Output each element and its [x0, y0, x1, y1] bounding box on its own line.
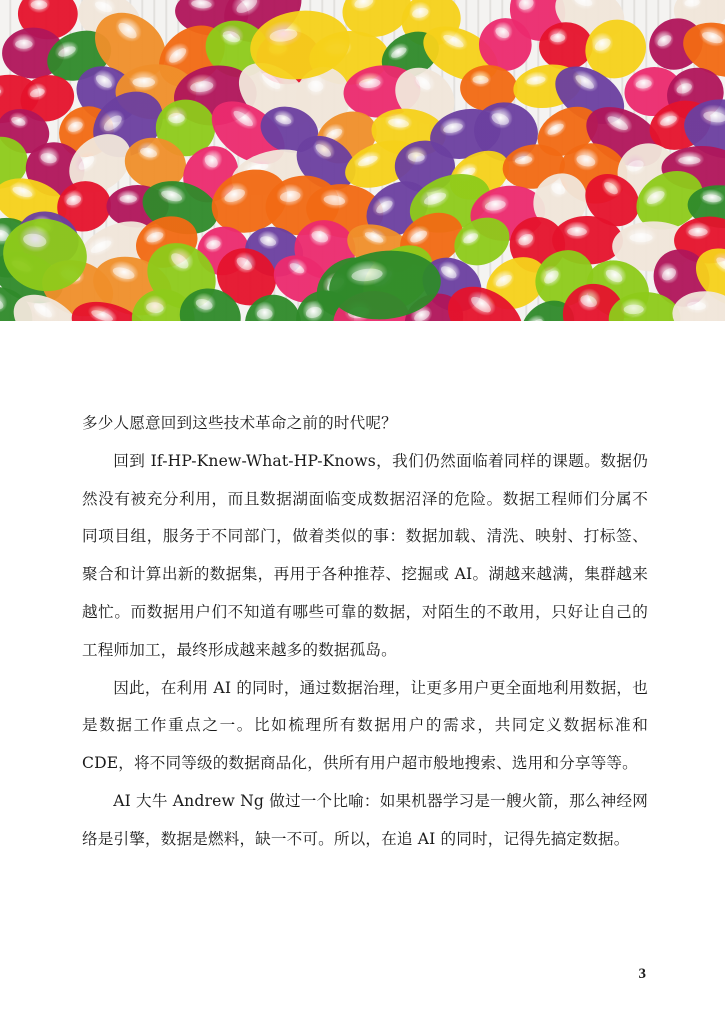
page-number: 3	[638, 966, 646, 982]
paragraph-andrew-ng: AI 大牛 Andrew Ng 做过一个比喻：如果机器学习是一艘火箭，那么神经网络是引擎，数据是燃料，缺一不可。所以，在追 AI 的同时，记得先搞定数据。	[82, 791, 648, 848]
article-body	[82, 405, 648, 859]
paragraph-intro: 多少人愿意回到这些技术革命之前的时代呢？	[82, 414, 397, 432]
candy-highlight	[120, 195, 137, 203]
candy-highlight	[630, 233, 653, 242]
candy-highlight	[132, 77, 155, 87]
paragraph-data-lake: 回到 If-HP-Knew-What-HP-Knows，我们仍然面临着同样的课题。数据仍然没有被充分利用，而且数据湖面临变成数据沼泽的危险。数据工程师们分属不同项目组，服务于不同部门，做着类似的事：数据加载、清洗、映射、打标签、聚合和计算出新的数据集，再用于各种推荐、挖掘或 AI。湖越来越满，集群越来越忙。而数据用户们不知道有哪些可靠的数据，对陌生的不敢用，只好让自己的工程师加工，最终形成越来越多的数据孤岛。	[82, 451, 648, 659]
candy-photo-icon	[0, 0, 725, 321]
hero-candy-photo	[0, 0, 725, 321]
paragraph-data-governance: 因此，在利用 AI 的同时，通过数据治理，让更多用户更全面地利用数据，也是数据工作重点之一。比如梳理所有数据用户的需求，共同定义数据标准和 CDE，将不同等级的数据商品化，供所有用户超市般地搜索、选用和分享等等。	[82, 678, 648, 773]
